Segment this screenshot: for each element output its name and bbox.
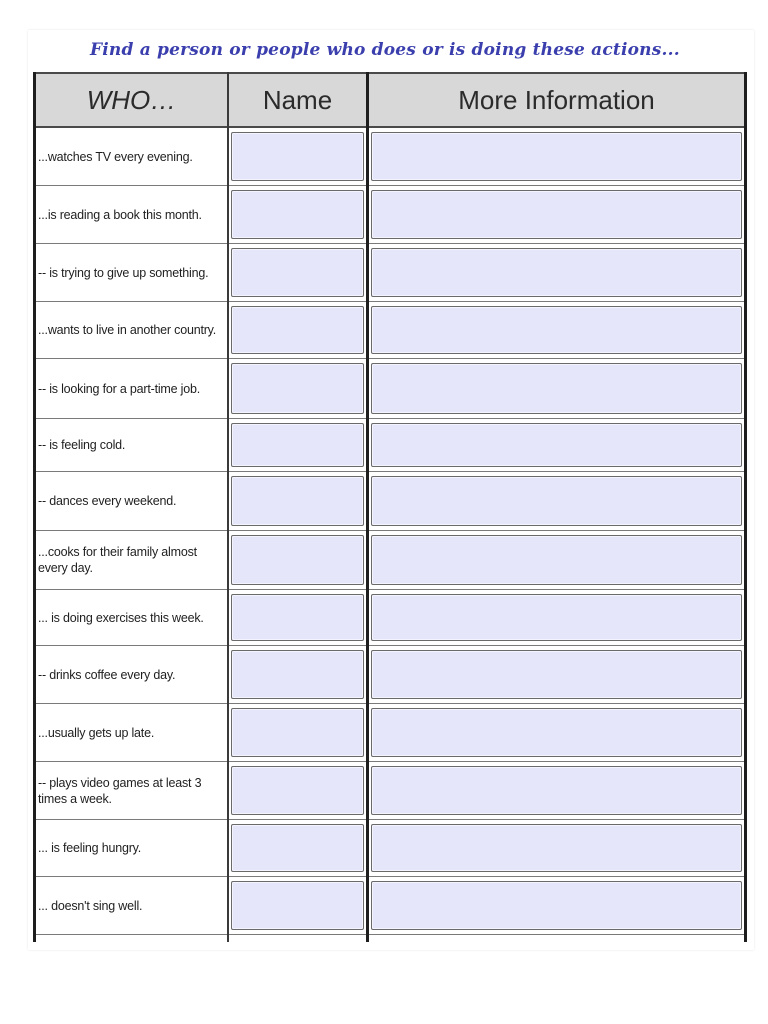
who-prompt bbox=[38, 359, 226, 418]
who-prompt bbox=[38, 877, 226, 934]
more-information-input[interactable] bbox=[371, 306, 742, 354]
table-row bbox=[33, 531, 747, 590]
table-row bbox=[33, 762, 747, 820]
who-prompt-text: -- plays video games at least 3 times a week. bbox=[38, 775, 202, 806]
more-information-input[interactable] bbox=[371, 363, 742, 414]
name-input[interactable] bbox=[231, 708, 364, 757]
who-prompt-text: ... is feeling hungry. bbox=[38, 841, 142, 855]
column-divider-1 bbox=[227, 72, 229, 942]
who-prompt bbox=[38, 590, 226, 645]
table-row bbox=[33, 704, 747, 762]
more-information-input[interactable] bbox=[371, 594, 742, 641]
who-prompt-text: ...is reading a book this month. bbox=[38, 207, 202, 222]
who-prompt bbox=[38, 244, 226, 301]
name-input[interactable] bbox=[231, 306, 364, 354]
name-input[interactable] bbox=[231, 476, 364, 526]
more-information-input[interactable] bbox=[371, 535, 742, 585]
table-header bbox=[33, 72, 747, 128]
more-information-input[interactable] bbox=[371, 132, 742, 181]
who-prompt bbox=[38, 820, 226, 876]
name-input[interactable] bbox=[231, 594, 364, 641]
name-input[interactable] bbox=[231, 132, 364, 181]
column-divider-2 bbox=[366, 72, 369, 942]
more-information-input[interactable] bbox=[371, 881, 742, 930]
name-input[interactable] bbox=[231, 248, 364, 297]
table-row bbox=[33, 820, 747, 877]
table-row bbox=[33, 419, 747, 472]
more-information-input[interactable] bbox=[371, 476, 742, 526]
activity-table bbox=[33, 72, 747, 942]
table-row bbox=[33, 359, 747, 419]
name-input[interactable] bbox=[231, 824, 364, 872]
who-prompt bbox=[38, 128, 226, 185]
header-more-information: More Information bbox=[458, 84, 655, 115]
name-input[interactable] bbox=[231, 650, 364, 699]
table-row bbox=[33, 646, 747, 704]
more-information-input[interactable] bbox=[371, 423, 742, 467]
who-prompt-text: -- dances every weekend. bbox=[38, 494, 177, 508]
who-prompt bbox=[38, 419, 226, 471]
more-information-input[interactable] bbox=[371, 766, 742, 815]
more-information-input[interactable] bbox=[371, 190, 742, 239]
who-prompt bbox=[38, 646, 226, 703]
more-information-input[interactable] bbox=[371, 248, 742, 297]
table-row bbox=[33, 877, 747, 935]
name-input[interactable] bbox=[231, 766, 364, 815]
name-input[interactable] bbox=[231, 190, 364, 239]
header-who: WHO… bbox=[86, 84, 177, 115]
table-border-left bbox=[33, 72, 36, 942]
table-border-right bbox=[744, 72, 747, 942]
table-row bbox=[33, 186, 747, 244]
table-row bbox=[33, 472, 747, 531]
who-prompt bbox=[38, 472, 226, 530]
name-input[interactable] bbox=[231, 363, 364, 414]
who-prompt bbox=[38, 762, 226, 819]
name-input[interactable] bbox=[231, 423, 364, 467]
who-prompt-text: ... is doing exercises this week. bbox=[38, 610, 204, 625]
who-prompt bbox=[38, 186, 226, 243]
who-prompt bbox=[38, 302, 226, 358]
table-row bbox=[33, 128, 747, 186]
who-prompt-text: -- is looking for a part-time job. bbox=[38, 381, 201, 396]
name-input[interactable] bbox=[231, 535, 364, 585]
name-input[interactable] bbox=[231, 881, 364, 930]
more-information-input[interactable] bbox=[371, 650, 742, 699]
who-prompt-text: ...usually gets up late. bbox=[38, 725, 155, 740]
worksheet-title: Find a person or people who does or is doing these actions... bbox=[90, 40, 680, 60]
who-prompt-text: -- is trying to give up something. bbox=[38, 265, 209, 280]
header-name: Name bbox=[262, 84, 333, 115]
who-prompt-text: ...cooks for their family almost every day. bbox=[38, 545, 197, 575]
table-row bbox=[33, 590, 747, 646]
who-prompt-text: -- is feeling cold. bbox=[38, 438, 126, 452]
who-prompt bbox=[38, 704, 226, 761]
table-row bbox=[33, 244, 747, 302]
who-prompt-text: ...watches TV every evening. bbox=[38, 149, 193, 164]
who-prompt-text: -- drinks coffee every day. bbox=[38, 667, 176, 682]
who-prompt bbox=[38, 531, 226, 589]
more-information-input[interactable] bbox=[371, 824, 742, 872]
more-information-input[interactable] bbox=[371, 708, 742, 757]
table-row bbox=[33, 302, 747, 359]
who-prompt-text: ...wants to live in another country. bbox=[38, 323, 217, 337]
who-prompt-text: ... doesn't sing well. bbox=[38, 898, 143, 913]
